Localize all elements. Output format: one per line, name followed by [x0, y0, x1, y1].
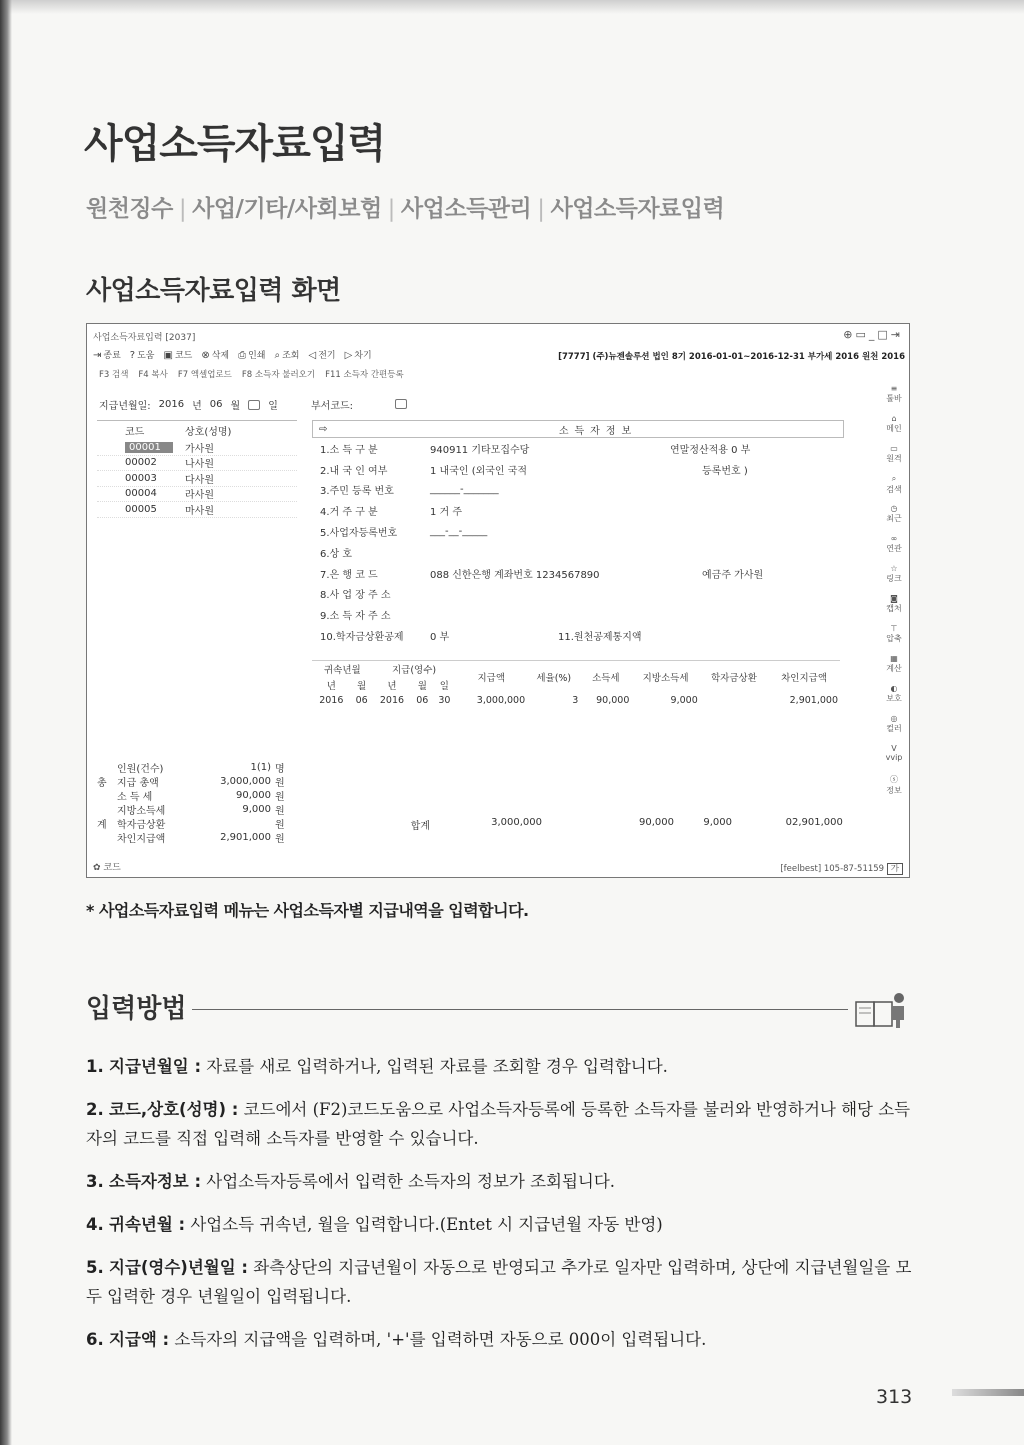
pay-year-field[interactable]: 2016 [158, 399, 185, 410]
list-item: 3. 소득자정보 : 사업소득자등록에서 입력한 소득자의 정보가 조회됩니다. [86, 1172, 616, 1191]
sidebar-item[interactable]: ⌕ 검색 [886, 474, 902, 494]
breadcrumb-item: 원천징수 [86, 196, 173, 222]
language-button[interactable]: 가 [887, 863, 903, 875]
pay-date-label: 지급년월일: [99, 401, 151, 412]
arrow-icon: ⇨ [319, 423, 328, 435]
list-item[interactable]: 00005 마사원 [97, 502, 297, 518]
page-number-bar [952, 1389, 1024, 1396]
info-field[interactable]: 8.사 업 장 주 소 [320, 590, 391, 602]
pay-date-row [99, 397, 278, 412]
zoom-icon[interactable]: ⊕ [843, 328, 856, 341]
info-header [312, 420, 844, 438]
dept-code [311, 397, 407, 412]
help-button[interactable]: ? 도움 [129, 350, 155, 361]
section-heading: 입력방법 [86, 994, 187, 1024]
list-item: 6. 지급액 : 소득자의 지급액을 입력하며, '+'를 입력하면 자동으로 000이 입력됩니다. [86, 1330, 707, 1349]
sidebar-item[interactable]: ∞ 연관 [886, 534, 902, 553]
next-button[interactable]: ▷ 차기 [344, 350, 372, 361]
list-item[interactable]: 00001 가사원 [97, 440, 297, 456]
list-item: 1. 지급년월일 : 자료를 새로 입력하거나, 입력된 자료를 조회할 경우 입력합니다. [86, 1057, 668, 1076]
sidebar-item[interactable]: ☆ 링크 [886, 564, 902, 583]
col-net-pay: 차인지급액 [781, 673, 827, 684]
info-field[interactable]: 3.주민 등록 번호 ______-_______ [320, 484, 499, 498]
breadcrumb-item: 사업소득관리 [400, 196, 532, 222]
col-income-tax: 소득세 [592, 673, 620, 684]
col-amount: 지급액 [477, 673, 506, 684]
delete-button[interactable]: ⊗ 삭제 [201, 350, 230, 361]
scan-shadow-left [0, 0, 12, 1445]
sidebar-item[interactable]: ◙ 캡처 [886, 594, 902, 613]
page-title: 사업소득자료입력 [84, 121, 386, 167]
list-item[interactable]: 00002 나사원 [97, 456, 297, 472]
info-field[interactable]: 9.소 득 자 주 소 [320, 611, 391, 623]
right-sidebar [879, 384, 909, 804]
info-field[interactable]: 7.은 행 코 드 088 신한은행 계좌번호 1234567890 예금주 가사원 [320, 569, 764, 581]
toolbar [93, 348, 372, 361]
payment-table: 귀속년월 지급(영수) 지급액 세율(%) 소득세 지방소득세 학자금상환 차인지급액 년 월 년 월 일 2016 06 2016 06 30 3,000,000 3 90,000 9,000 2,901,000 [312, 660, 840, 708]
caption-note: * 사업소득자료입력 메뉴는 사업소득자별 지급내역을 입력합니다. [86, 901, 529, 920]
sidebar-item[interactable]: ⊤ 압축 [886, 624, 902, 643]
day-unit: 일 [268, 401, 278, 412]
fkey-button[interactable]: F3 검색 [99, 370, 129, 380]
list-item: 5. 지급(영수)년월일 : 좌측상단의 지급년월이 자동으로 반영되고 추가로 일자만 입력하며, 상단에 지급년월일을 모두 입력한 경우 년월일이 입력됩니다. [86, 1258, 912, 1306]
col-code: 코드 [125, 427, 145, 438]
info-field[interactable]: 2.내 국 인 여부 1 내국인 (외국인 국적 등록번호 ) [320, 465, 748, 477]
total-row: 합계 3,000,000 90,000 9,000 0 2,901,000 [410, 817, 843, 832]
person-list-header [97, 421, 297, 440]
col-attr-ym: 귀속년월 [323, 665, 361, 676]
table-row[interactable]: 2016 06 2016 06 30 3,000,000 3 90,000 9,000 2,901,000 [319, 695, 838, 706]
company-info: [7777] (주)뉴젠솔루션 법인 8기 2016-01-01~2016-12-31 부가세 2016 원천 2016 [558, 352, 905, 362]
program-screenshot [86, 323, 910, 878]
delete-icon: ⊗ [201, 350, 210, 361]
window-title: 사업소득자료입력 [2037] [93, 333, 196, 343]
exit-icon: ⇥ [93, 350, 102, 361]
day-field[interactable] [248, 400, 260, 410]
fkey-button[interactable]: F11 소득자 간편등록 [325, 370, 404, 380]
instruction-list [86, 1052, 916, 1368]
list-item[interactable]: 00004 라사원 [97, 487, 297, 503]
scan-shadow-top [0, 0, 1024, 14]
list-item[interactable]: 00003 다사원 [97, 471, 297, 487]
print-button[interactable]: ⎙ 인쇄 [238, 350, 266, 361]
code-button[interactable]: ▣ 코드 [163, 350, 193, 361]
col-student-loan: 학자금상환 [710, 673, 757, 684]
info-field[interactable]: 10.학자금상환공제 0 부 11.원천공제통지액 [320, 632, 642, 644]
sidebar-item[interactable]: ◐ 보호 [886, 684, 902, 703]
breadcrumb: 원천징수 | 사업/기타/사회보험 | 사업소득관리 | 사업소득자료입력 [86, 196, 725, 222]
list-item: 4. 귀속년월 : 사업소득 귀속년, 월을 입력합니다.(Entet 시 지급년월 자동 반영) [86, 1215, 663, 1234]
prev-icon: ◁ [308, 350, 317, 361]
breadcrumb-item: 사업소득자료입력 [550, 196, 725, 222]
next-icon: ▷ [344, 350, 353, 361]
info-field[interactable]: 5.사업자등록번호 ___-__-_____ [320, 526, 488, 540]
sidebar-item[interactable]: ▦ 계산 [886, 654, 902, 673]
heading-rule [192, 1009, 848, 1010]
page-number: 313 [876, 1386, 913, 1408]
search-icon: ⌕ [274, 350, 281, 361]
exit-icon[interactable]: ⇥ [890, 328, 903, 341]
fkey-button[interactable]: F7 엑셀업로드 [177, 370, 232, 380]
reading-person-icon [854, 990, 910, 1034]
window-controls [843, 328, 903, 341]
sidebar-item[interactable]: ◷ 최근 [886, 504, 902, 523]
sidebar-item[interactable]: V vvip [885, 744, 903, 762]
col-local-tax: 지방소득세 [642, 673, 689, 684]
status-bar: ✿ 코드 [93, 863, 121, 873]
year-unit: 년 [192, 401, 202, 412]
print-icon: ⎙ [238, 350, 247, 361]
list-item: 2. 코드,상호(성명) : 코드에서 (F2)코드도움으로 사업소득자등록에 등록한 소득자를 불러와 반영하거나 해당 소득자의 코드를 직접 입력해 소득자를 반영할 수 있습니다. [86, 1100, 911, 1148]
status-info: [feelbest] 105-87-51159 가 [780, 862, 903, 874]
info-field[interactable]: 4.거 주 구 분 1 거 주 [320, 507, 463, 519]
sidebar-item[interactable]: ≡ 툴바 [886, 384, 902, 403]
income-info-panel [312, 420, 844, 850]
info-field[interactable]: 1.소 득 구 분 940911 기타모집수당 연말정산적용 0 부 [320, 444, 751, 456]
restore-icon[interactable]: ▭ [855, 328, 869, 341]
breadcrumb-item: 사업/기타/사회보험 [192, 196, 382, 222]
month-unit: 월 [230, 401, 241, 412]
sidebar-item[interactable]: ⓢ 정보 [886, 775, 902, 795]
close-button[interactable]: ⇥ 종료 [93, 350, 121, 361]
summary-panel: 인원(건수) 1(1) 명 총 지급 총액 3,000,000 원 소 득 세 90,000 원 지방소득세 9,000 원 계 학자금상환 원 차인지급액 2,901,000 원 [97, 761, 285, 845]
search-button[interactable]: ⌕ 조회 [274, 350, 300, 361]
fkey-button[interactable]: F4 복사 [138, 370, 168, 380]
info-field[interactable]: 6.상 호 [320, 548, 353, 560]
col-rate: 세율(%) [536, 673, 572, 684]
dept-code-field[interactable] [395, 399, 407, 409]
help-icon: ? [129, 350, 136, 361]
pay-month-field[interactable]: 06 [209, 399, 223, 410]
info-title: 소득자정보 [558, 425, 638, 437]
prev-button[interactable]: ◁ 전기 [308, 350, 336, 361]
minimize-icon[interactable]: _ [868, 328, 878, 341]
sidebar-item[interactable]: ⌂ 메인 [886, 414, 902, 433]
sidebar-item[interactable]: ▭ 원격 [886, 444, 902, 463]
sidebar-item[interactable]: ◎ 컬러 [886, 714, 902, 733]
col-paid-ymd: 지급(영수) [391, 665, 437, 676]
function-keys [99, 368, 404, 380]
fkey-button[interactable]: F8 소득자 불러오기 [241, 370, 316, 380]
dept-label: 부서코드: [311, 401, 354, 412]
gear-icon: ✿ [93, 863, 101, 873]
section-subtitle: 사업소득자료입력 화면 [86, 276, 341, 306]
maximize-icon[interactable]: □ [877, 328, 891, 341]
col-name: 상호(성명) [185, 427, 232, 438]
code-icon: ▣ [163, 350, 173, 361]
